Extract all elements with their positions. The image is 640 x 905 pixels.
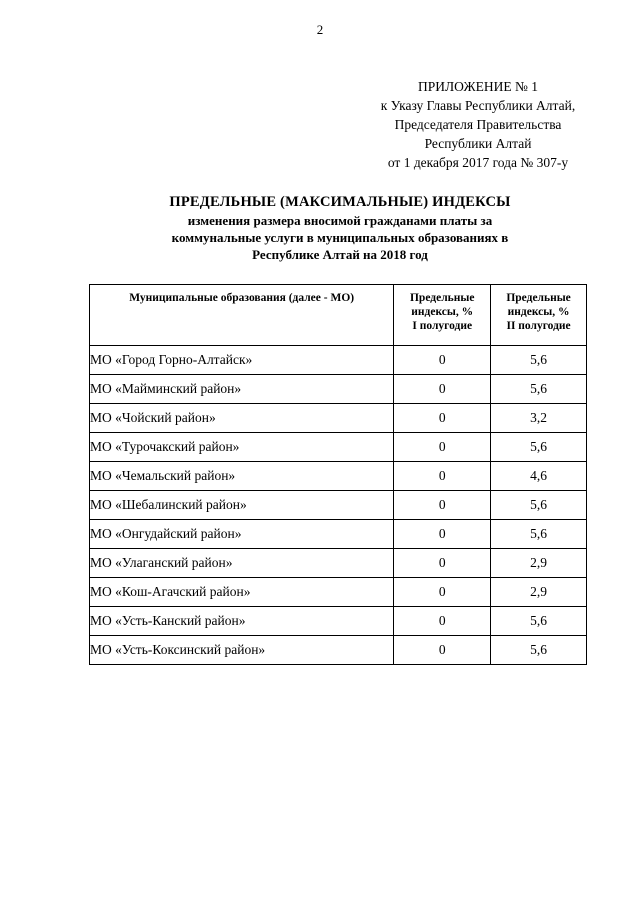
second-half-index: 5,6 (491, 491, 587, 520)
header-second-half-line-2: индексы, % (507, 306, 570, 318)
table-row (90, 462, 587, 491)
municipality-name: МО «Чемальский район» (90, 462, 394, 491)
second-half-index: 3,2 (491, 404, 587, 433)
appendix-line-4: Республики Алтай (424, 136, 532, 151)
title-line-2: изменения размера вносимой гражданами платы за (187, 213, 493, 228)
first-half-index: 0 (394, 404, 491, 433)
second-half-index: 2,9 (491, 578, 587, 607)
table-header-row (90, 285, 587, 346)
table-row (90, 491, 587, 520)
second-half-index: 4,6 (491, 462, 587, 491)
municipality-name: МО «Улаганский район» (90, 549, 394, 578)
first-half-index: 0 (394, 549, 491, 578)
table-row (90, 375, 587, 404)
page-number: 2 (316, 22, 324, 37)
first-half-index: 0 (394, 375, 491, 404)
header-first-half-line-1: Предельные (409, 292, 475, 304)
table-row (90, 578, 587, 607)
header-second-half-line-3: II полугодие (506, 320, 571, 332)
table-row (90, 404, 587, 433)
header-first-half (394, 285, 491, 346)
first-half-index: 0 (394, 520, 491, 549)
second-half-index: 2,9 (491, 549, 587, 578)
header-first-half-line-2: индексы, % (411, 306, 474, 318)
table-row (90, 433, 587, 462)
title-line-1: ПРЕДЕЛЬНЫЕ (МАКСИМАЛЬНЫЕ) ИНДЕКСЫ (169, 194, 511, 210)
second-half-index: 5,6 (491, 433, 587, 462)
municipality-name: МО «Шебалинский район» (90, 491, 394, 520)
first-half-index: 0 (394, 636, 491, 665)
first-half-index: 0 (394, 578, 491, 607)
header-second-half (491, 285, 587, 346)
header-second-half-line-1: Предельные (506, 292, 571, 304)
municipality-name: МО «Чойский район» (90, 404, 394, 433)
municipality-name: МО «Город Горно-Алтайск» (90, 346, 394, 375)
title-line-3: коммунальные услуги в муниципальных образованиях в (171, 230, 509, 245)
first-half-index: 0 (394, 346, 491, 375)
municipality-name: МО «Усть-Канский район» (90, 607, 394, 636)
indices-table (89, 284, 587, 665)
municipality-name: МО «Майминский район» (90, 375, 394, 404)
table-row (90, 549, 587, 578)
first-half-index: 0 (394, 462, 491, 491)
header-municipality-label: Муниципальные образования (далее - МО) (129, 292, 355, 304)
municipality-name: МО «Турочакский район» (90, 433, 394, 462)
appendix-line-2: к Указу Главы Республики Алтай, (380, 98, 576, 113)
table-row (90, 346, 587, 375)
second-half-index: 5,6 (491, 375, 587, 404)
table-row (90, 520, 587, 549)
municipality-name: МО «Усть-Коксинский район» (90, 636, 394, 665)
table-row (90, 636, 587, 665)
appendix-header (360, 77, 596, 172)
first-half-index: 0 (394, 433, 491, 462)
second-half-index: 5,6 (491, 636, 587, 665)
header-municipality (90, 285, 394, 346)
appendix-line-3: Председателя Правительства (394, 117, 562, 132)
municipality-name: МО «Онгудайский район» (90, 520, 394, 549)
municipality-name: МО «Кош-Агачский район» (90, 578, 394, 607)
appendix-line-5: от 1 декабря 2017 года № 307-у (387, 155, 569, 170)
first-half-index: 0 (394, 491, 491, 520)
second-half-index: 5,6 (491, 346, 587, 375)
table-row (90, 607, 587, 636)
appendix-line-1: ПРИЛОЖЕНИЕ № 1 (417, 79, 539, 94)
second-half-index: 5,6 (491, 607, 587, 636)
first-half-index: 0 (394, 607, 491, 636)
header-first-half-line-3: I полугодие (412, 320, 473, 332)
title-line-4: Республике Алтай на 2018 год (252, 247, 428, 262)
second-half-index: 5,6 (491, 520, 587, 549)
document-title (120, 192, 560, 263)
